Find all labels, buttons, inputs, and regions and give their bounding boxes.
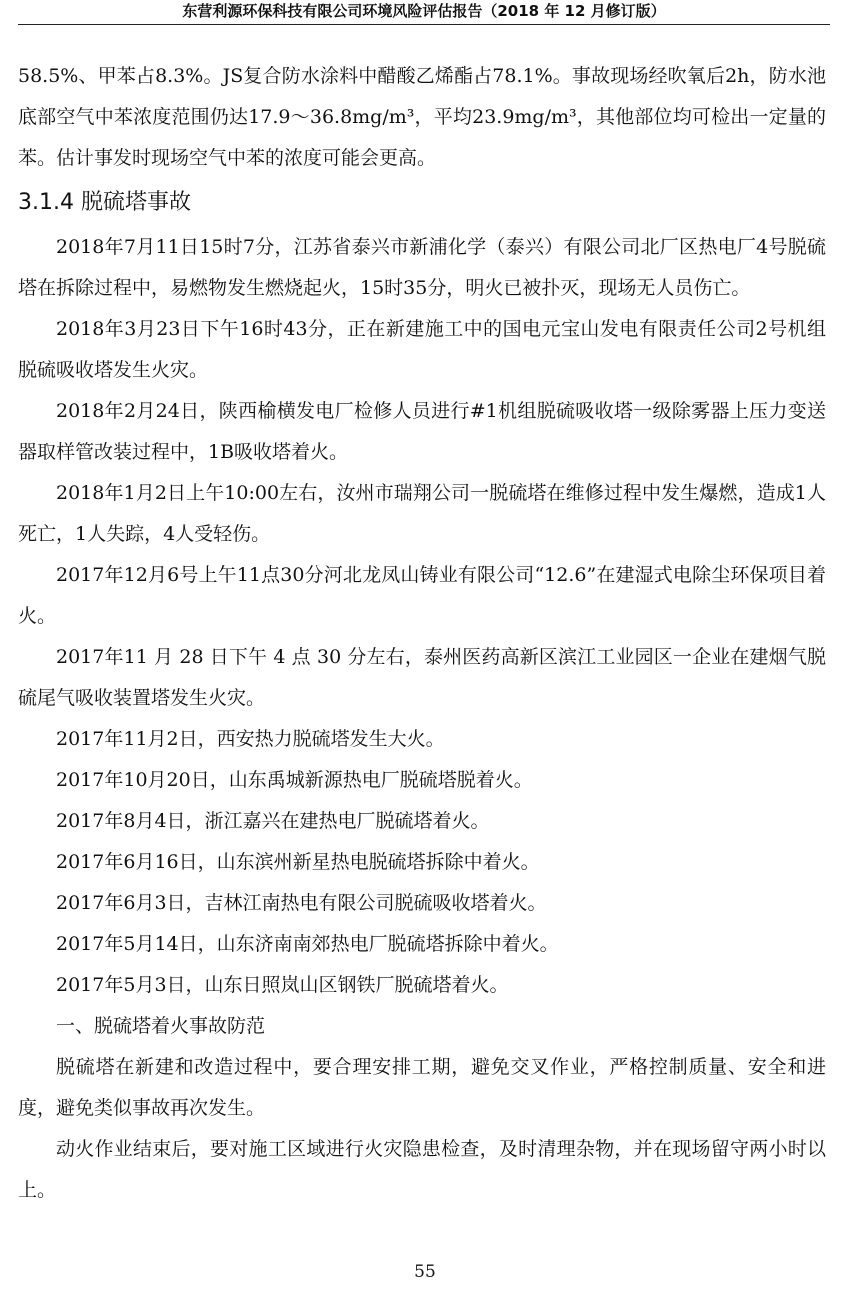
intro-paragraph: 58.5%、甲苯占8.3%。JS复合防水涂料中醋酸乙烯酯占78.1%。事故现场经吹氧后2h，防水池底部空气中苯浓度范围仍达17.9～36.8mg/m³，平均23.9mg/m³，其他部位均可检出一定量的苯。估计事发时现场空气中苯的浓度可能会更高。 [18,65,826,169]
incident-paragraph: 2017年8月4日，浙江嘉兴在建热电厂脱硫塔着火。 [56,810,490,832]
incident-paragraph: 2017年5月14日，山东济南南郊热电厂脱硫塔拆除中着火。 [56,933,559,955]
incident-paragraph: 2017年5月3日，山东日照岚山区钢铁厂脱硫塔着火。 [56,974,509,996]
incident-paragraph: 2017年12月6号上午11点30分河北龙凤山铸业有限公司“12.6”在建湿式电除尘环保项目着火。 [18,564,826,627]
prevention-paragraph: 脱硫塔在新建和改造过程中，要合理安排工期，避免交叉作业，严格控制质量、安全和进度，避免类似事故再次发生。 [18,1056,826,1119]
incident-paragraph: 2018年1月2日上午10:00左右，汝州市瑞翔公司一脱硫塔在维修过程中发生爆燃，造成1人死亡，1人失踪，4人受轻伤。 [18,482,826,545]
incident-paragraph: 2018年3月23日下午16时43分，正在新建施工中的国电元宝山发电有限责任公司2号机组脱硫吸收塔发生火灾。 [18,318,826,381]
incident-paragraph: 2017年11 月 28 日下午 4 点 30 分左右，泰州医药高新区滨江工业园区一企业在建烟气脱硫尾气吸收装置塔发生火灾。 [18,646,826,709]
header-title: 东营利源环保科技有限公司环境风险评估报告（2018 年 12 月修订版） [182,2,666,20]
document-body [18,56,826,1211]
incident-paragraph: 2017年10月20日，山东禹城新源热电厂脱硫塔脱着火。 [56,769,533,791]
page-header [18,0,830,25]
incident-paragraph: 2018年2月24日，陕西榆横发电厂检修人员进行#1机组脱硫吸收塔一级除雾器上压力变送器取样管改装过程中，1B吸收塔着火。 [18,400,826,463]
section-heading: 3.1.4 脱硫塔事故 [18,190,191,215]
page-number: 55 [414,1262,436,1282]
incident-paragraph: 2018年7月11日15时7分，江苏省泰兴市新浦化学（泰兴）有限公司北厂区热电厂4号脱硫塔在拆除过程中，易燃物发生燃烧起火，15时35分，明火已被扑灭，现场无人员伤亡。 [18,236,826,299]
incident-paragraph: 2017年6月16日，山东滨州新星热电脱硫塔拆除中着火。 [56,851,540,873]
subsection-heading: 一、脱硫塔着火事故防范 [56,1015,266,1037]
incident-paragraph: 2017年11月2日，西安热力脱硫塔发生大火。 [56,728,445,750]
prevention-paragraph: 动火作业结束后，要对施工区域进行火灾隐患检查，及时清理杂物，并在现场留守两小时以上。 [18,1138,826,1201]
incident-paragraph: 2017年6月3日，吉林江南热电有限公司脱硫吸收塔着火。 [56,892,547,914]
